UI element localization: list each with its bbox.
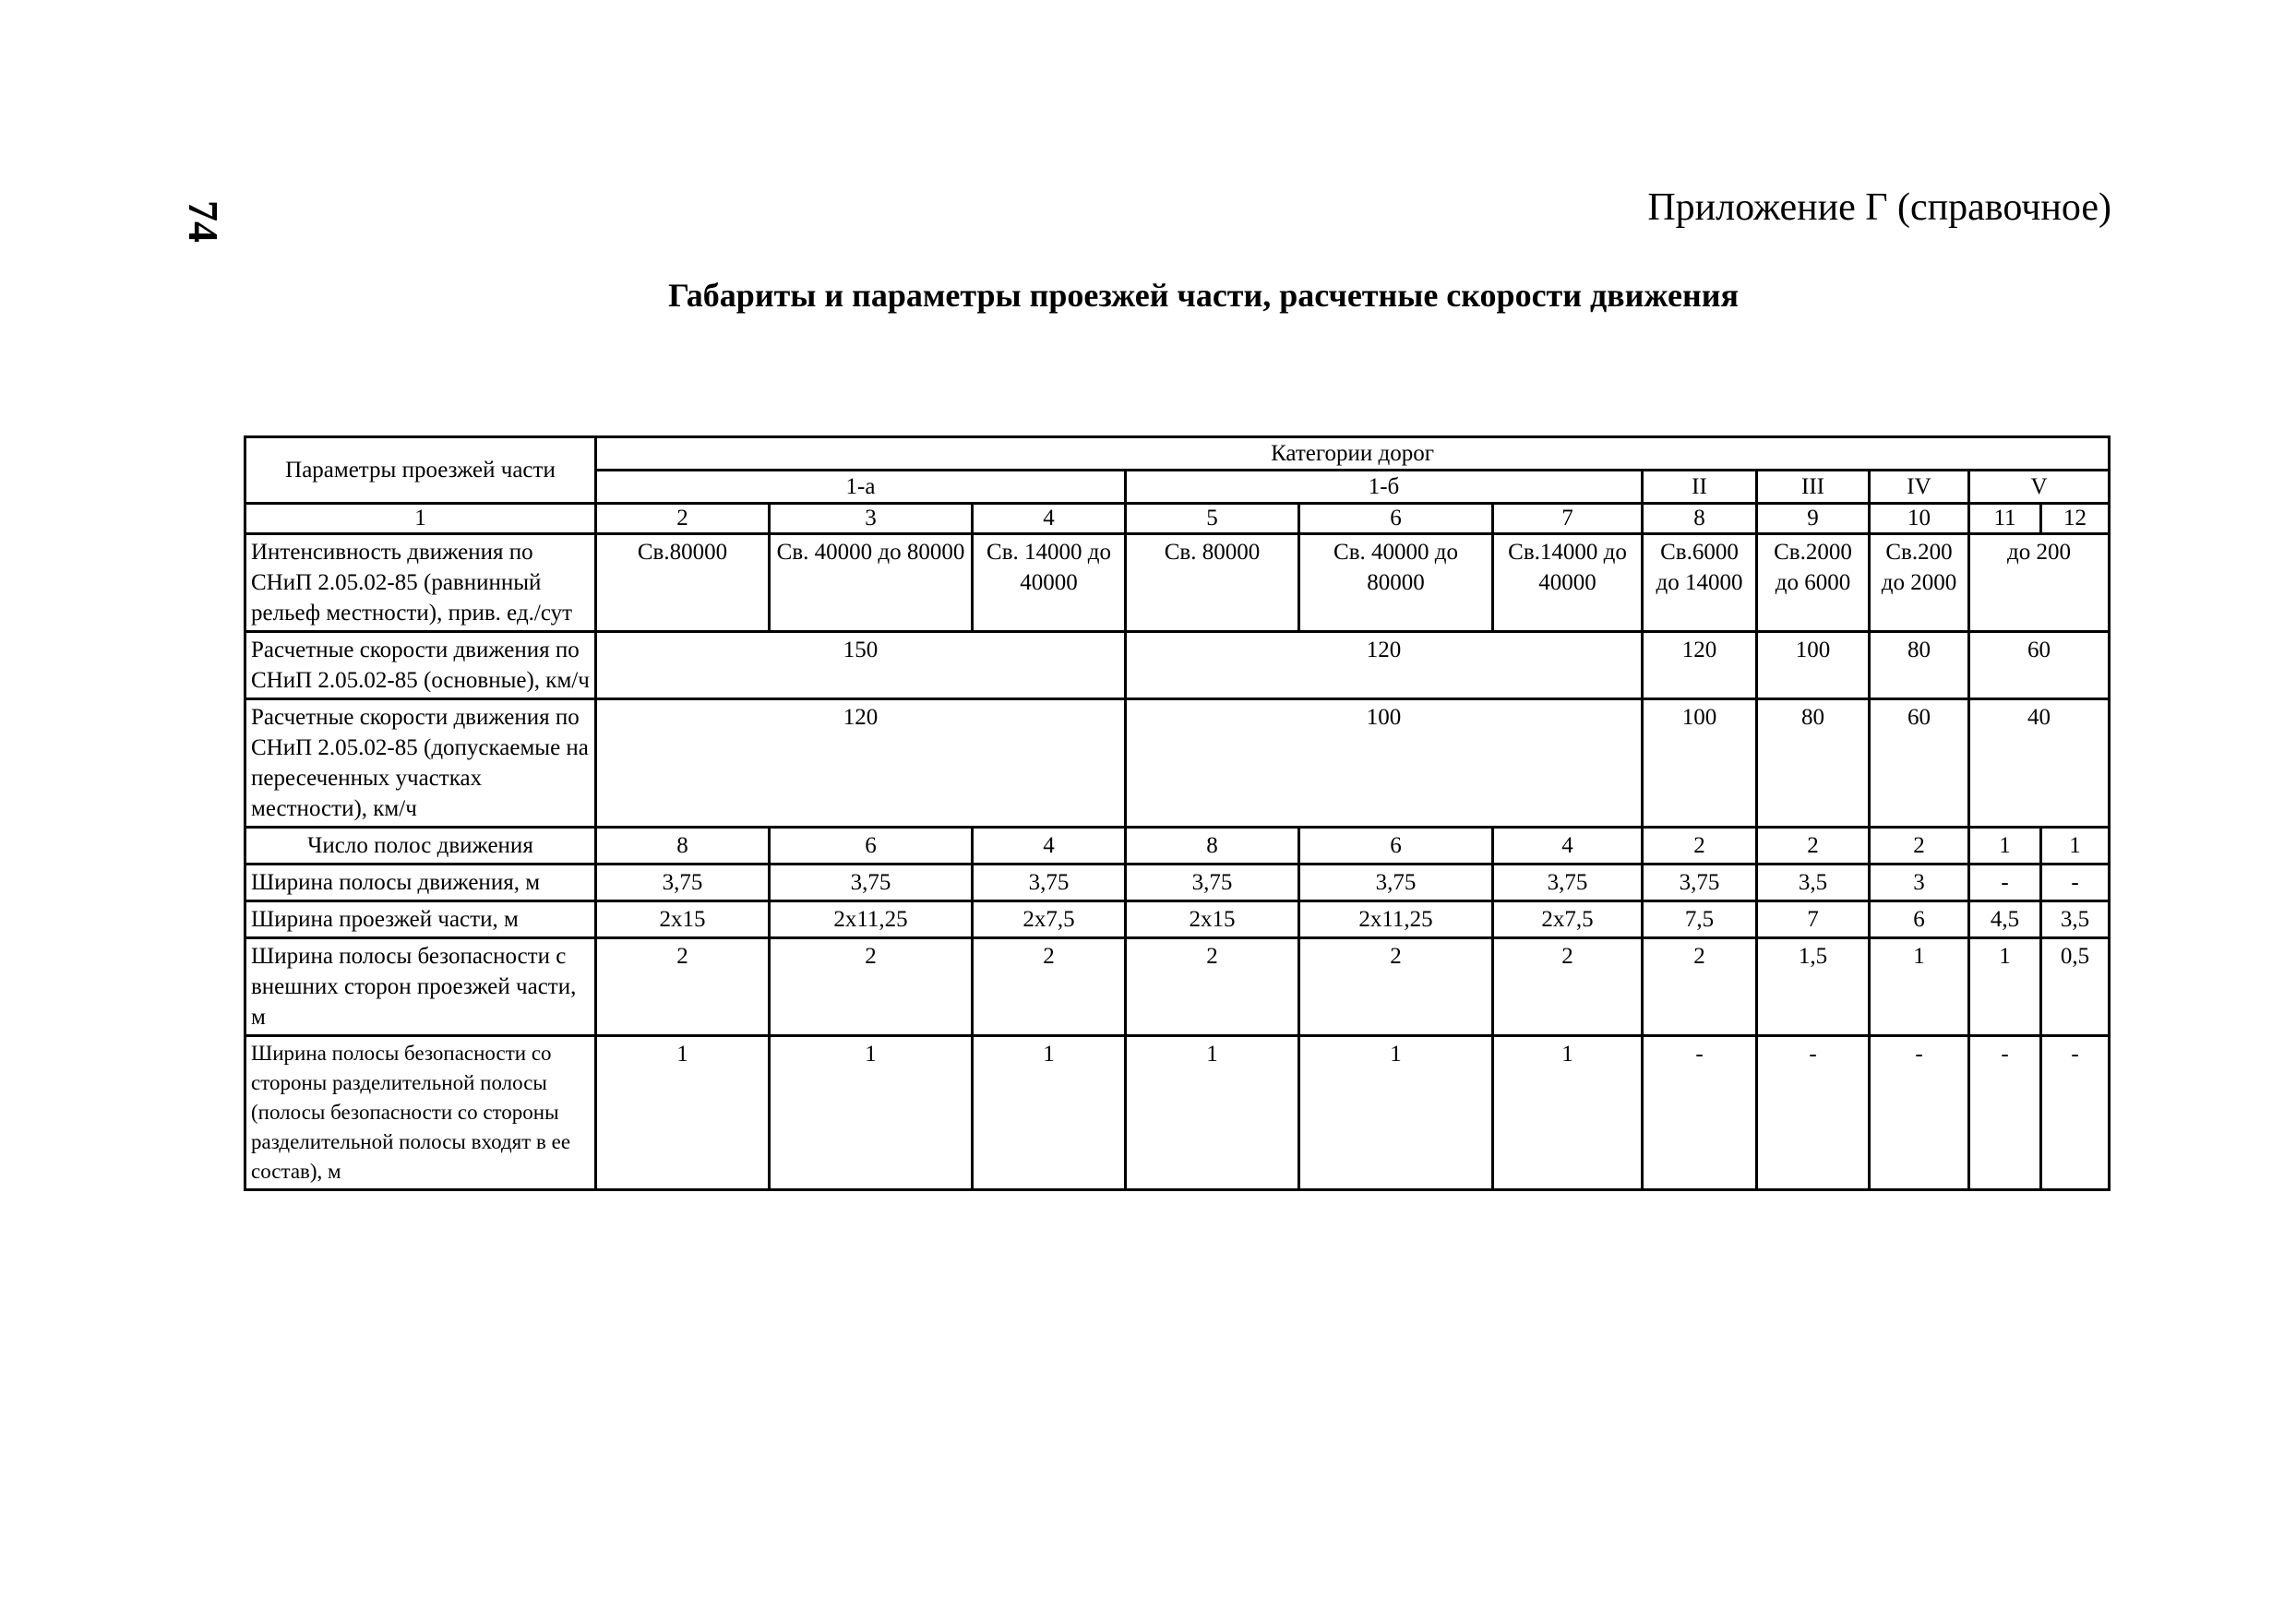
table-cell: Св. 80000 xyxy=(1126,534,1299,632)
table-cell: - xyxy=(2041,1036,2110,1190)
col-number: 8 xyxy=(1643,504,1757,534)
col-number: 1 xyxy=(245,504,596,534)
table-cell: - xyxy=(2041,865,2110,901)
col-number: 10 xyxy=(1870,504,1969,534)
table-cell: Св.6000 до 14000 xyxy=(1643,534,1757,632)
table-cell: 60 xyxy=(1870,699,1969,828)
table-cell: 6 xyxy=(770,828,973,865)
table-cell: 3 xyxy=(1870,865,1969,901)
table-cell: 2 xyxy=(596,938,770,1036)
table-cell: 1 xyxy=(1493,1036,1643,1190)
table-cell: Св.80000 xyxy=(596,534,770,632)
group-1b: 1-б xyxy=(1126,471,1643,504)
table-cell: 3,75 xyxy=(596,865,770,901)
group-V: V xyxy=(1969,471,2110,504)
table-cell: 4 xyxy=(973,828,1126,865)
table-cell: 3,75 xyxy=(1126,865,1299,901)
table-cell: - xyxy=(1757,1036,1870,1190)
col-number: 7 xyxy=(1493,504,1643,534)
table-cell: 6 xyxy=(1870,901,1969,938)
table-cell: 2 xyxy=(973,938,1126,1036)
col-number: 12 xyxy=(2041,504,2110,534)
table-cell: 1 xyxy=(2041,828,2110,865)
road-parameters-table xyxy=(244,435,2111,1191)
table-cell: Св. 40000 до 80000 xyxy=(1299,534,1493,632)
table-cell: до 200 xyxy=(1969,534,2110,632)
row-label: Расчетные скорости движения по СНиП 2.05.02-85 (допускаемые на пересеченных участках местности), км/ч xyxy=(245,699,596,828)
table-cell: 2x15 xyxy=(596,901,770,938)
table-cell: Св. 14000 до 40000 xyxy=(973,534,1126,632)
row-label: Число полос движения xyxy=(245,828,596,865)
table-cell: 100 xyxy=(1643,699,1757,828)
table-cell: 3,75 xyxy=(1643,865,1757,901)
table-cell: 2 xyxy=(1299,938,1493,1036)
group-III: III xyxy=(1757,471,1870,504)
table-cell: 1 xyxy=(1870,938,1969,1036)
table-cell: 8 xyxy=(1126,828,1299,865)
row-label: Ширина полосы движения, м xyxy=(245,865,596,901)
table-cell: 1 xyxy=(770,1036,973,1190)
appendix-heading: Приложение Г (справочное) xyxy=(1647,186,2111,229)
table-cell: 2 xyxy=(770,938,973,1036)
col-number: 6 xyxy=(1299,504,1493,534)
table-cell: 7 xyxy=(1757,901,1870,938)
table-cell: 120 xyxy=(596,699,1126,828)
col-number: 5 xyxy=(1126,504,1299,534)
table-cell: 3,5 xyxy=(1757,865,1870,901)
table-cell: - xyxy=(1870,1036,1969,1190)
table-cell: 1 xyxy=(1126,1036,1299,1190)
row-label: Расчетные скорости движения по СНиП 2.05.02-85 (основные), км/ч xyxy=(245,632,596,699)
table-cell: 1 xyxy=(1299,1036,1493,1190)
col-number: 2 xyxy=(596,504,770,534)
table-cell: 120 xyxy=(1643,632,1757,699)
page-number: 74 xyxy=(180,200,227,243)
table-cell: 2x11,25 xyxy=(770,901,973,938)
table-cell: 2x15 xyxy=(1126,901,1299,938)
table-cell: 1 xyxy=(596,1036,770,1190)
table-cell: 3,5 xyxy=(2041,901,2110,938)
table-cell: - xyxy=(1969,865,2041,901)
table-cell: 2x7,5 xyxy=(973,901,1126,938)
group-II: II xyxy=(1643,471,1757,504)
row-lane-width xyxy=(245,865,2110,901)
table-cell: 100 xyxy=(1757,632,1870,699)
col-number: 4 xyxy=(973,504,1126,534)
header-param: Параметры проезжей части xyxy=(245,437,596,504)
table-cell: Св.14000 до 40000 xyxy=(1493,534,1643,632)
table-cell: 60 xyxy=(1969,632,2110,699)
table-cell: 2 xyxy=(1493,938,1643,1036)
row-divider-safety xyxy=(245,1036,2110,1190)
table-cell: 2x7,5 xyxy=(1493,901,1643,938)
row-label: Ширина полосы безопасности с внешних сторон проезжей части, м xyxy=(245,938,596,1036)
table-cell: 4,5 xyxy=(1969,901,2041,938)
column-number-row xyxy=(245,504,2110,534)
table-cell: 2 xyxy=(1643,938,1757,1036)
table-cell: 3,75 xyxy=(770,865,973,901)
header-categories: Категории дорог xyxy=(596,437,2110,471)
table-cell: - xyxy=(1969,1036,2041,1190)
table-cell: 3,75 xyxy=(1299,865,1493,901)
table-cell: 8 xyxy=(596,828,770,865)
table-cell: 2 xyxy=(1757,828,1870,865)
col-number: 11 xyxy=(1969,504,2041,534)
col-number: 3 xyxy=(770,504,973,534)
table-cell: 2 xyxy=(1126,938,1299,1036)
table-cell: 2 xyxy=(1870,828,1969,865)
group-1a: 1-а xyxy=(596,471,1126,504)
header-row-categories xyxy=(245,437,2110,471)
table-cell: 6 xyxy=(1299,828,1493,865)
table-cell: 150 xyxy=(596,632,1126,699)
col-number: 9 xyxy=(1757,504,1870,534)
table-cell: 3,75 xyxy=(973,865,1126,901)
table-cell: 1 xyxy=(973,1036,1126,1190)
row-outer-safety xyxy=(245,938,2110,1036)
table-cell: Св.2000 до 6000 xyxy=(1757,534,1870,632)
row-label: Ширина проезжей части, м xyxy=(245,901,596,938)
table-cell: - xyxy=(1643,1036,1757,1190)
table-cell: 40 xyxy=(1969,699,2110,828)
row-speed-main xyxy=(245,632,2110,699)
table-cell: 1 xyxy=(1969,828,2041,865)
table-cell: 2x11,25 xyxy=(1299,901,1493,938)
table-cell: 3,75 xyxy=(1493,865,1643,901)
table-cell: 80 xyxy=(1870,632,1969,699)
table-cell: 4 xyxy=(1493,828,1643,865)
row-intensity xyxy=(245,534,2110,632)
table-cell: 7,5 xyxy=(1643,901,1757,938)
table-cell: 100 xyxy=(1126,699,1643,828)
table-cell: 0,5 xyxy=(2041,938,2110,1036)
document-title: Габариты и параметры проезжей части, расчетные скорости движения xyxy=(668,277,1739,314)
table-cell: 1,5 xyxy=(1757,938,1870,1036)
row-label: Интенсивность движения по СНиП 2.05.02-85 (равнинный рельеф местности), прив. ед./сут xyxy=(245,534,596,632)
row-label: Ширина полосы безопасности со стороны разделительной полосы (полосы безопасности со стороны разделительной полосы входят в ее состав), м xyxy=(245,1036,596,1190)
table-cell: 80 xyxy=(1757,699,1870,828)
table-cell: 1 xyxy=(1969,938,2041,1036)
row-lanes xyxy=(245,828,2110,865)
table-cell: 120 xyxy=(1126,632,1643,699)
table-cell: Св.200 до 2000 xyxy=(1870,534,1969,632)
table-cell: 2 xyxy=(1643,828,1757,865)
table-cell: Св. 40000 до 80000 xyxy=(770,534,973,632)
row-speed-allowed xyxy=(245,699,2110,828)
row-carriageway-width xyxy=(245,901,2110,938)
group-IV: IV xyxy=(1870,471,1969,504)
